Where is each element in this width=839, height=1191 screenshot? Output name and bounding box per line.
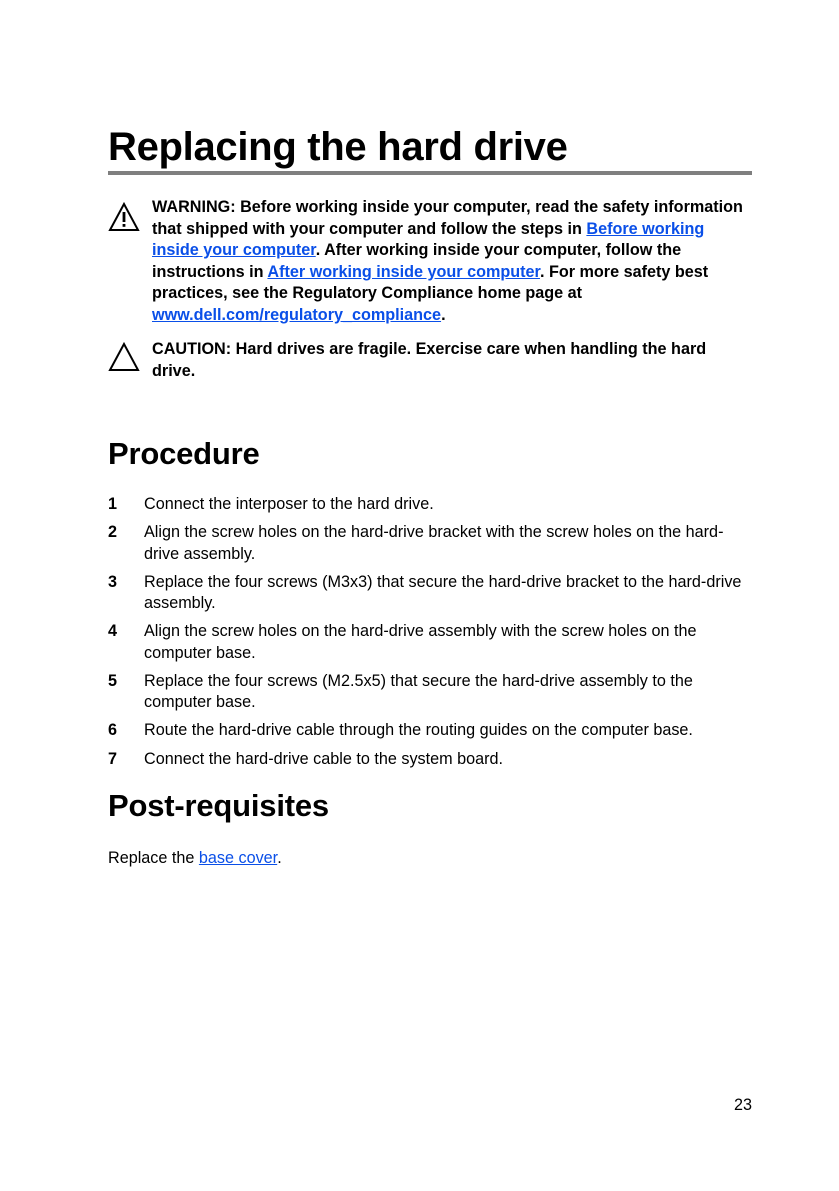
step-text: Align the screw holes on the hard-drive bracket with the screw holes on the hard-drive assembly.	[144, 523, 724, 563]
step-number: 6	[108, 721, 118, 740]
post-text-suffix: .	[277, 849, 282, 867]
step-number: 3	[108, 572, 118, 591]
post-text-prefix: Replace the	[108, 849, 199, 867]
warning-text-mid2: . For more safety best practices, see the Regulatory Compliance home page at	[152, 262, 709, 303]
base-cover-link[interactable]: base cover	[198, 849, 278, 867]
after-working-link[interactable]: After working inside your computer	[267, 262, 540, 281]
procedure-step	[108, 522, 758, 565]
step-number: 4	[108, 622, 118, 641]
caution-triangle-icon	[108, 341, 140, 373]
step-text: Replace the four screws (M2.5x5) that secure the hard-drive assembly to the computer base.	[144, 671, 693, 712]
procedure-step	[108, 671, 758, 714]
warning-text-mid: . After working inside your computer, follow the instructions in	[152, 241, 682, 281]
caution-notice	[108, 339, 752, 382]
procedure-steps-list	[108, 494, 758, 777]
step-text: Align the screw holes on the hard-drive assembly with the screw holes on the computer base.	[144, 622, 697, 662]
warning-text-suffix: .	[441, 305, 446, 324]
step-text: Connect the interposer to the hard drive.	[144, 495, 434, 513]
procedure-step	[108, 572, 758, 615]
post-requisites-text	[108, 847, 282, 869]
page-number: 23	[733, 1096, 752, 1114]
step-text: Replace the four screws (M3x3) that secure the hard-drive bracket to the hard-drive assembly.	[144, 572, 742, 613]
step-text: Route the hard-drive cable through the routing guides on the computer base.	[144, 721, 693, 740]
procedure-heading: Procedure	[108, 436, 260, 471]
warning-triangle-icon	[108, 201, 140, 233]
title-underline-rule	[108, 171, 752, 175]
procedure-step	[108, 621, 758, 664]
procedure-step	[108, 749, 758, 771]
regulatory-compliance-link[interactable]: www.dell.com/regulatory_compliance	[152, 305, 442, 324]
step-number: 1	[108, 495, 118, 513]
step-text: Connect the hard-drive cable to the system board.	[144, 749, 504, 768]
step-number: 5	[108, 671, 118, 690]
page-title: Replacing the hard drive	[108, 125, 568, 169]
step-number: 7	[108, 749, 118, 768]
caution-text: CAUTION: Hard drives are fragile. Exercise care when handling the hard drive.	[152, 340, 707, 380]
procedure-step	[108, 720, 758, 742]
warning-text	[152, 197, 752, 327]
warning-notice	[108, 197, 752, 327]
procedure-step	[108, 494, 758, 516]
warning-text-prefix: WARNING: Before working inside your computer, read the safety information that shipped with your computer and follow the steps in	[152, 198, 743, 238]
before-working-link[interactable]: Before working inside your computer	[152, 219, 705, 260]
post-requisites-heading: Post-requisites	[108, 788, 329, 823]
step-number: 2	[108, 523, 118, 542]
